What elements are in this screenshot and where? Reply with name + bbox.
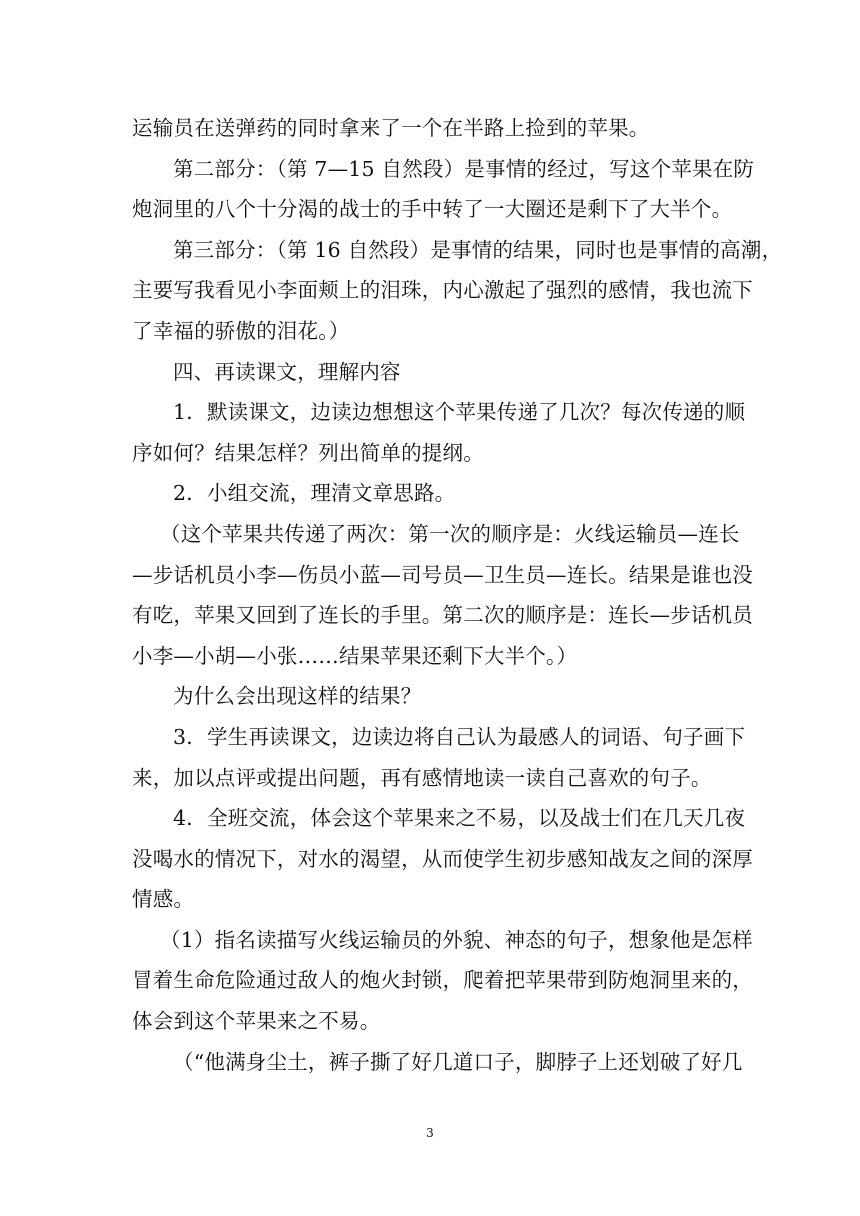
text-line: 主要写我看见小李面颊上的泪珠，内心激起了强烈的感情，我也流下 [132, 278, 753, 303]
text-line: 第二部分：（第 7—15 自然段）是事情的经过，写这个苹果在防 [173, 156, 755, 181]
text-line: 3．学生再读课文，边读边将自己认为最感人的词语、句子画下 [173, 724, 746, 749]
text-line: 小李—小胡—小张……结果苹果还剩下大半个。） [132, 643, 578, 668]
text-line: 冒着生命危险通过敌人的炮火封锁，爬着把苹果带到防炮洞里来的， [132, 968, 753, 993]
text-line: 情感。 [132, 887, 195, 912]
text-line: 1．默读课文，边读边想想这个苹果传递了几次？每次传递的顺 [173, 400, 746, 425]
text-line: 第三部分：（第 16 自然段）是事情的结果，同时也是事情的高潮， [173, 237, 783, 262]
text-line: —步话机员小李—伤员小蓝—司号员—卫生员—连长。结果是谁也没 [132, 562, 753, 587]
text-line: 了幸福的骄傲的泪花。） [132, 318, 350, 343]
text-line: 体会到这个苹果来之不易。 [132, 1009, 381, 1034]
text-line: 序如何？结果怎样？列出简单的提纲。 [132, 440, 484, 465]
text-line: 没喝水的情况下，对水的渴望，从而使学生初步感知战友之间的深厚 [132, 846, 753, 871]
document-body [132, 108, 783, 1082]
text-line: （1）指名读描写火线运输员的外貌、神态的句子，想象他是怎样 [160, 927, 753, 952]
text-line: 有吃，苹果又回到了连长的手里。第二次的顺序是：连长—步话机员 [132, 603, 753, 628]
text-line: 4．全班交流，体会这个苹果来之不易，以及战士们在几天几夜 [173, 806, 746, 831]
text-line: （“他满身尘土，裤子撕了好几道口子，脚脖子上还划破了好几 [173, 1049, 743, 1074]
text-line: 运输员在送弹药的同时拿来了一个在半路上捡到的苹果。 [132, 116, 650, 140]
section-heading: 四、再读课文，理解内容 [173, 359, 401, 384]
text-line: 来，加以点评或提出问题，再有感情地读一读自己喜欢的句子。 [132, 765, 712, 790]
text-line: 为什么会出现这样的结果？ [173, 684, 422, 709]
text-line: 2．小组交流，理清文章思路。 [173, 481, 456, 506]
page-number: 3 [426, 1126, 434, 1140]
text-line: 炮洞里的八个十分渴的战士的手中转了一大圈还是剩下了大半个。 [132, 197, 733, 222]
text-line: （这个苹果共传递了两次：第一次的顺序是：火线运输员—连长 [160, 521, 740, 546]
